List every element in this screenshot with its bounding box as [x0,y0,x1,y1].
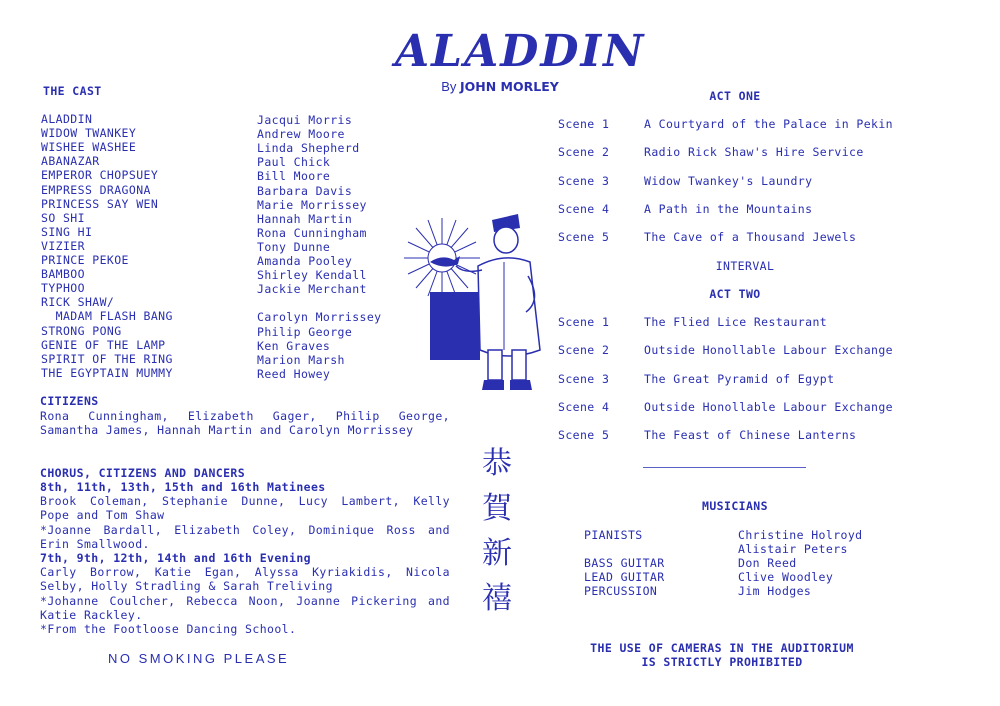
chinese-character: 新 [482,536,512,571]
matinee-heading: 8th, 11th, 13th, 15th and 16th Matinees [40,480,326,494]
scene-label: Scene 4 [558,201,610,216]
cast-actor: Reed Howey [257,366,331,381]
matinee-extra: *Joanne Bardall, Elizabeth Coley, Dominique Ross and Erin Smallwood. [40,523,450,552]
cast-role: THE EGYPTAIN MUMMY [41,365,173,380]
chinese-character: 恭 [482,446,512,481]
author-name: JOHN MORLEY [459,79,559,94]
cast-role: MADAM FLASH BANG [41,309,173,324]
scene-label: Scene 2 [558,343,610,358]
scene-title: The Cave of a Thousand Jewels [644,230,857,245]
cast-actor: Ken Graves [257,338,331,353]
musicians-heading: MUSICIANS [702,499,768,513]
cast-actor: Marion Marsh [257,352,345,367]
cast-role: ABANAZAR [41,154,100,169]
cast-actor: Hannah Martin [257,211,353,226]
cast-actor: Jackie Merchant [257,282,367,297]
interval-label: INTERVAL [715,259,775,273]
musician-name: Alistair Peters [738,542,848,556]
musician-instrument: PERCUSSION [584,584,658,598]
musician-name: Don Reed [738,556,797,570]
chinese-character: 賀 [482,491,512,526]
cast-role: STRONG PONG [41,323,122,338]
cast-actor: Paul Chick [257,155,331,170]
cast-role: ALADDIN [41,112,93,126]
evening-text: Carly Borrow, Katie Egan, Alyssa Kyriakidis, Nicola Selby, Holly Stradling & Sarah Treliving [40,565,450,594]
cast-role: SING HI [41,224,93,239]
matinee-text: Brook Coleman, Stephanie Dunne, Lucy Lambert, Kelly Pope and Tom Shaw [40,494,450,523]
musician-name: Jim Hodges [738,584,812,598]
cast-role: SO SHI [41,210,85,225]
cast-actor: Tony Dunne [257,239,331,254]
musician-instrument: BASS GUITAR [584,556,665,570]
cast-actor: Marie Morrissey [257,197,367,212]
cast-role: TYPHOO [41,281,85,296]
cast-role: BAMBOO [41,267,85,282]
scene-label: Scene 1 [558,117,610,131]
no-smoking-notice: NO SMOKING PLEASE [108,651,290,666]
cameras-notice-line2: IS STRICTLY PROHIBITED [641,655,803,669]
scene-title: A Path in the Mountains [644,201,813,216]
scene-title: Widow Twankey's Laundry [644,173,813,188]
cast-role: WISHEE WASHEE [41,140,137,155]
scene-label: Scene 5 [558,428,610,443]
chinese-character: 禧 [482,581,512,616]
page-title: ALADDIN [395,26,646,77]
cast-role: SPIRIT OF THE RING [41,351,173,366]
cast-role: VIZIER [41,238,85,253]
cast-role: PRINCE PEKOE [41,253,129,267]
section-divider [643,467,806,468]
shadow-block [430,292,480,360]
act-two-heading: ACT TWO [709,287,761,301]
scene-label: Scene 2 [558,145,610,160]
cast-role: PRINCESS SAY WEN [41,196,159,211]
scene-title: Outside Honollable Labour Exchange [644,399,894,414]
cast-role: EMPRESS DRAGONA [41,182,151,197]
scene-title: The Feast of Chinese Lanterns [644,428,857,443]
byline-prefix: By [441,79,457,94]
cast-actor: Rona Cunningham [257,225,367,240]
musician-name: Clive Woodley [738,570,834,584]
musician-instrument: PIANISTS [584,528,643,542]
aladdin-illustration [400,200,560,410]
cast-role: EMPEROR CHOPSUEY [41,168,159,183]
cameras-notice-line1: THE USE OF CAMERAS IN THE AUDITORIUM [590,641,854,655]
cast-role: GENIE OF THE LAMP [41,337,166,352]
cast-actor: Amanda Pooley [257,254,353,268]
scene-title: Outside Honollable Labour Exchange [644,343,894,358]
cast-actor: Bill Moore [257,169,331,184]
cast-actor: Philip George [257,324,353,339]
scene-label: Scene 5 [558,230,610,245]
cast-actor: Barbara Davis [257,183,353,198]
scene-title: The Great Pyramid of Egypt [644,371,835,386]
scene-title: A Courtyard of the Palace in Pekin [644,117,894,131]
scene-label: Scene 3 [558,371,610,386]
evening-extra: *Johanne Coulcher, Rebecca Noon, Joanne Pickering and Katie Rackley. [40,594,450,623]
scene-label: Scene 4 [558,399,610,414]
citizens-text: Rona Cunningham, Elizabeth Gager, Philip George, Samantha James, Hannah Martin and Carolyn Morrissey [40,409,450,438]
cast-actor: Linda Shepherd [257,141,360,156]
act-one-heading: ACT ONE [709,89,761,103]
cast-role: WIDOW TWANKEY [41,126,137,141]
musician-instrument: LEAD GUITAR [584,570,665,584]
cast-actor: Andrew Moore [257,127,345,142]
scene-title: Radio Rick Shaw's Hire Service [644,145,864,160]
cast-actor: Shirley Kendall [257,268,367,283]
cast-heading: THE CAST [43,84,102,98]
scene-title: The Flied Lice Restaurant [644,315,828,329]
cast-role: RICK SHAW/ [41,295,115,310]
cast-actor: Carolyn Morrissey [257,310,382,325]
scene-label: Scene 3 [558,173,610,188]
evening-heading: 7th, 9th, 12th, 14th and 16th Evening [40,551,311,565]
cast-actor: Jacqui Morris [257,113,353,127]
scene-label: Scene 1 [558,315,610,329]
citizens-heading: CITIZENS [40,394,99,408]
chorus-heading: CHORUS, CITIZENS AND DANCERS [40,466,246,480]
chorus-footnote: *From the Footloose Dancing School. [40,622,297,636]
byline [395,79,605,94]
musician-name: Christine Holroyd [738,528,863,542]
